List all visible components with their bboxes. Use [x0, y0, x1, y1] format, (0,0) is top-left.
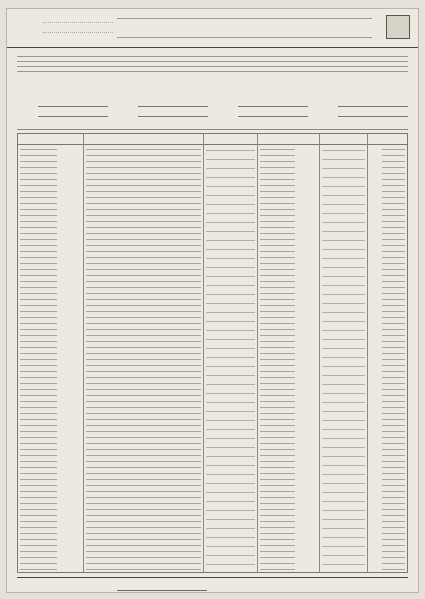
- stat-item: [38, 109, 108, 117]
- table-column: [367, 134, 407, 572]
- column-header: [84, 134, 203, 145]
- column-header: [320, 134, 367, 145]
- stat-item: [238, 109, 308, 117]
- emblem-icon: [386, 15, 410, 39]
- column-body: [20, 145, 57, 570]
- intro-line: [17, 56, 408, 57]
- column-header: [368, 134, 407, 145]
- page-footer: [17, 577, 408, 592]
- column-body: [86, 145, 201, 570]
- column-body: [206, 145, 255, 570]
- table-column: [18, 134, 83, 572]
- column-body: [322, 145, 365, 570]
- stat-item: [138, 99, 208, 107]
- issue-info: [43, 15, 113, 35]
- page-header: [7, 9, 418, 48]
- column-body: [260, 145, 295, 570]
- table-column: [203, 134, 257, 572]
- table-note: [17, 121, 408, 130]
- stat-item: [338, 109, 408, 117]
- column-body: [382, 145, 405, 570]
- table-column: [257, 134, 319, 572]
- newspaper-page: [6, 8, 419, 593]
- stats-row: [17, 99, 408, 119]
- stat-item: [138, 109, 208, 117]
- stat-item: [38, 99, 108, 107]
- stat-item: [238, 99, 308, 107]
- column-header: [18, 134, 83, 145]
- stat-item: [338, 99, 408, 107]
- issue-info-line: [43, 25, 113, 33]
- column-header: [258, 134, 319, 145]
- column-header: [204, 134, 257, 145]
- table-column: [319, 134, 367, 572]
- footer-signature: [117, 580, 207, 591]
- intro-line: [17, 66, 408, 67]
- results-table: [17, 133, 408, 573]
- table-column: [83, 134, 203, 572]
- intro-paragraph: [17, 53, 408, 97]
- issue-info-line: [43, 15, 113, 23]
- intro-line: [17, 61, 408, 62]
- intro-line: [17, 71, 408, 72]
- page-headline: [117, 18, 372, 38]
